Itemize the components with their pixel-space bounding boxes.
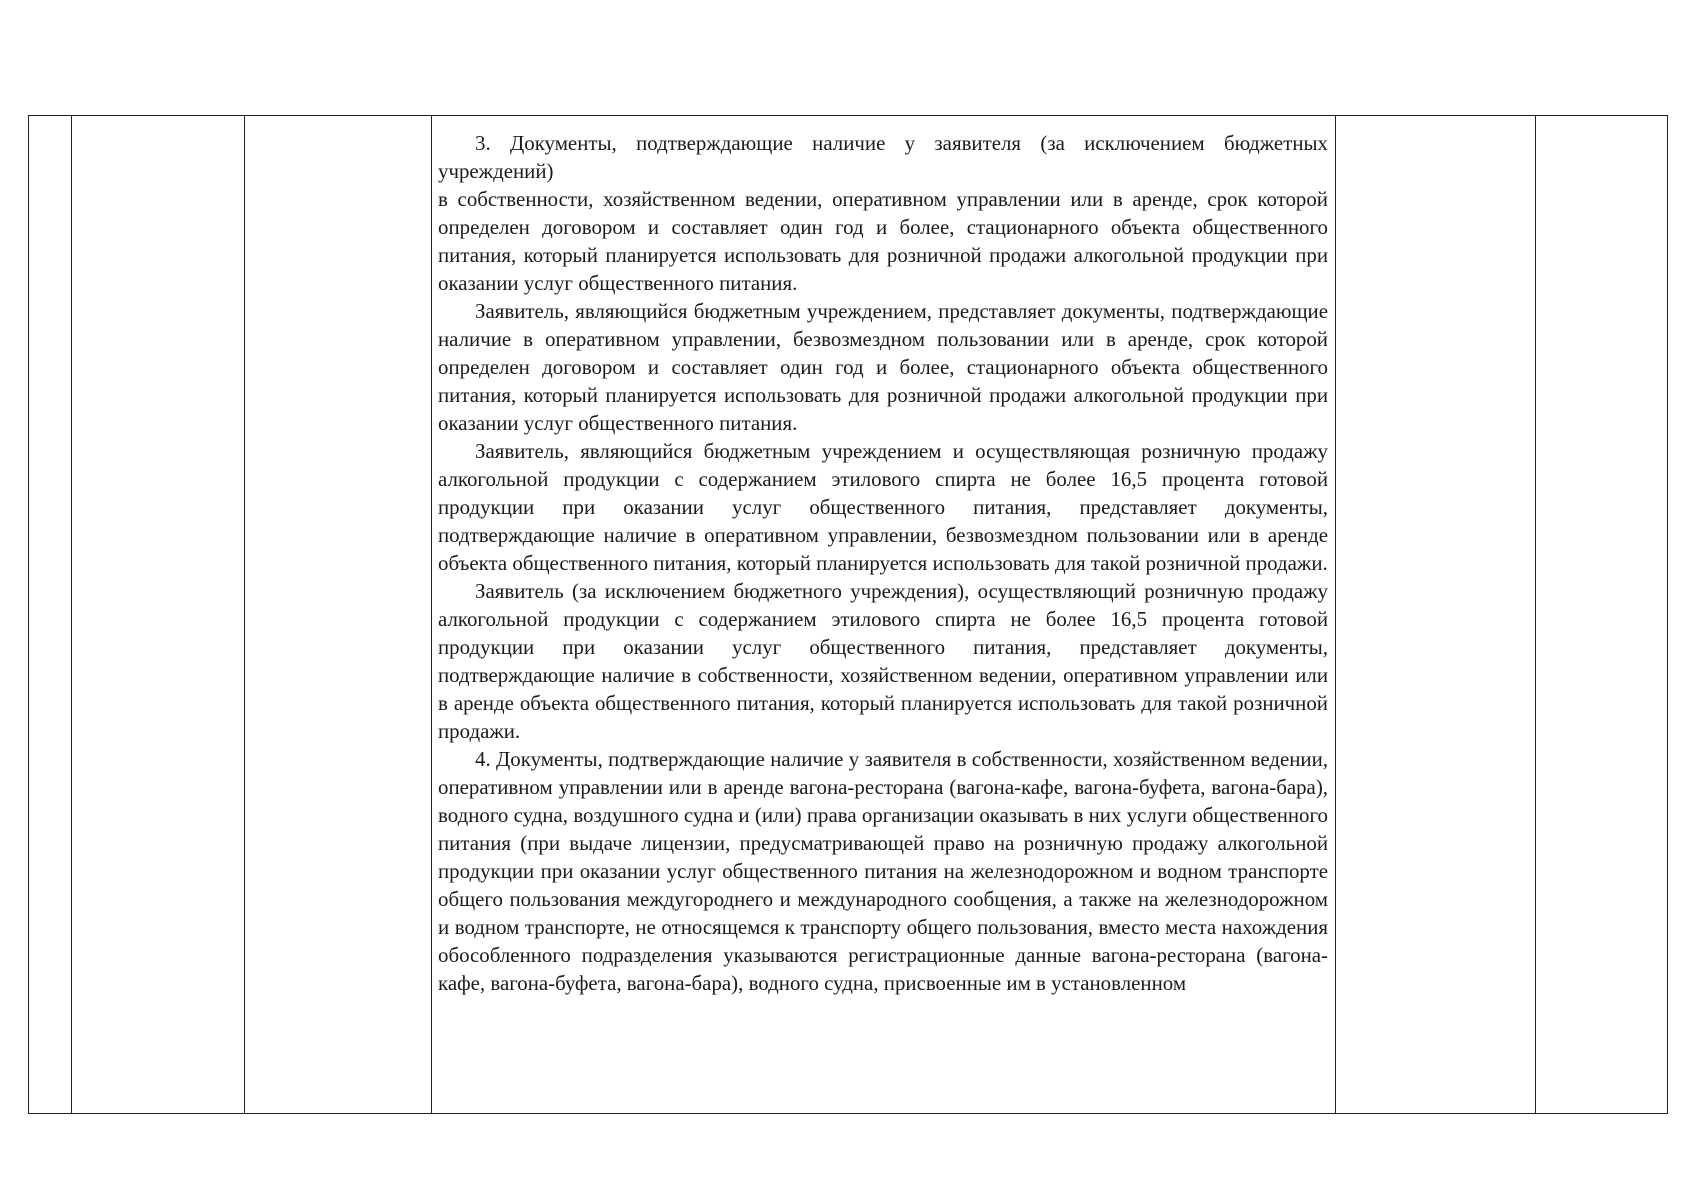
document-table bbox=[28, 115, 1668, 1114]
table-cell-requirements-text bbox=[432, 116, 1336, 1114]
paragraph-budget-institution: Заявитель, являющийся бюджетным учреждением, представляет документы, подтверждающие наличие в оперативном управлении, безвозмездном пользовании или в аренде, срок которой определен договором и составляет один год и более, стационарного объекта общественного питания, который планируется использовать для розничной продажи алкогольной продукции при оказании услуг общественного питания. bbox=[438, 299, 1328, 435]
paragraph-non-budget-16-5: Заявитель (за исключением бюджетного учреждения), осуществляющий розничную продажу алкогольной продукции с содержанием этилового спирта не более 16,5 процента готовой продукции при оказании услуг общественного питания, представляет документы, подтверждающие наличие в собственности, хозяйственном ведении, оперативном управлении или в аренде объекта общественного питания, который планируется использовать для такой розничной продажи. bbox=[438, 579, 1328, 743]
paragraph-3-body: в собственности, хозяйственном ведении, оперативном управлении или в аренде, срок которой определен договором и составляет один год и более, стационарного объекта общественного питания, который планируется использовать для розничной продажи алкогольной продукции при оказании услуг общественного питания. bbox=[438, 187, 1328, 295]
table-cell-5 bbox=[1336, 116, 1536, 1114]
table-cell-6 bbox=[1536, 116, 1668, 1114]
table-cell-2 bbox=[72, 116, 245, 1114]
table-cell-3 bbox=[245, 116, 432, 1114]
paragraph-3-lead: 3. Документы, подтверждающие наличие у заявителя (за исключением бюджетных учреждений) bbox=[438, 131, 1328, 183]
paragraph-budget-institution-16-5: Заявитель, являющийся бюджетным учреждением и осуществляющая розничную продажу алкогольной продукции с содержанием этилового спирта не более 16,5 процента готовой продукции при оказании услуг общественного питания, представляет документы, подтверждающие наличие в оперативном управлении, безвозмездном пользовании или в аренде объекта общественного питания, который планируется использовать для такой розничной продажи. bbox=[438, 439, 1328, 575]
paragraph-4: 4. Документы, подтверждающие наличие у заявителя в собственности, хозяйственном ведении, оперативном управлении или в аренде вагона-ресторана (вагона-кафе, вагона-буфета, вагона-бара), водного судна, воздушного судна и (или) права организации оказывать в них услуги общественного питания (при выдаче лицензии, предусматривающей право на розничную продажу алкогольной продукции при оказании услуг общественного питания на железнодорожном и водном транспорте общего пользования междугороднего и международного сообщения, а также на железнодорожном и водном транспорте, не относящемся к транспорту общего пользования, вместо места нахождения обособленного подразделения указываются регистрационные данные вагона-ресторана (вагона-кафе, вагона-буфета, вагона-бара), водного судна, присвоенные им в установленном bbox=[438, 747, 1328, 995]
table-row bbox=[29, 116, 1668, 1114]
table-cell-number bbox=[29, 116, 72, 1114]
